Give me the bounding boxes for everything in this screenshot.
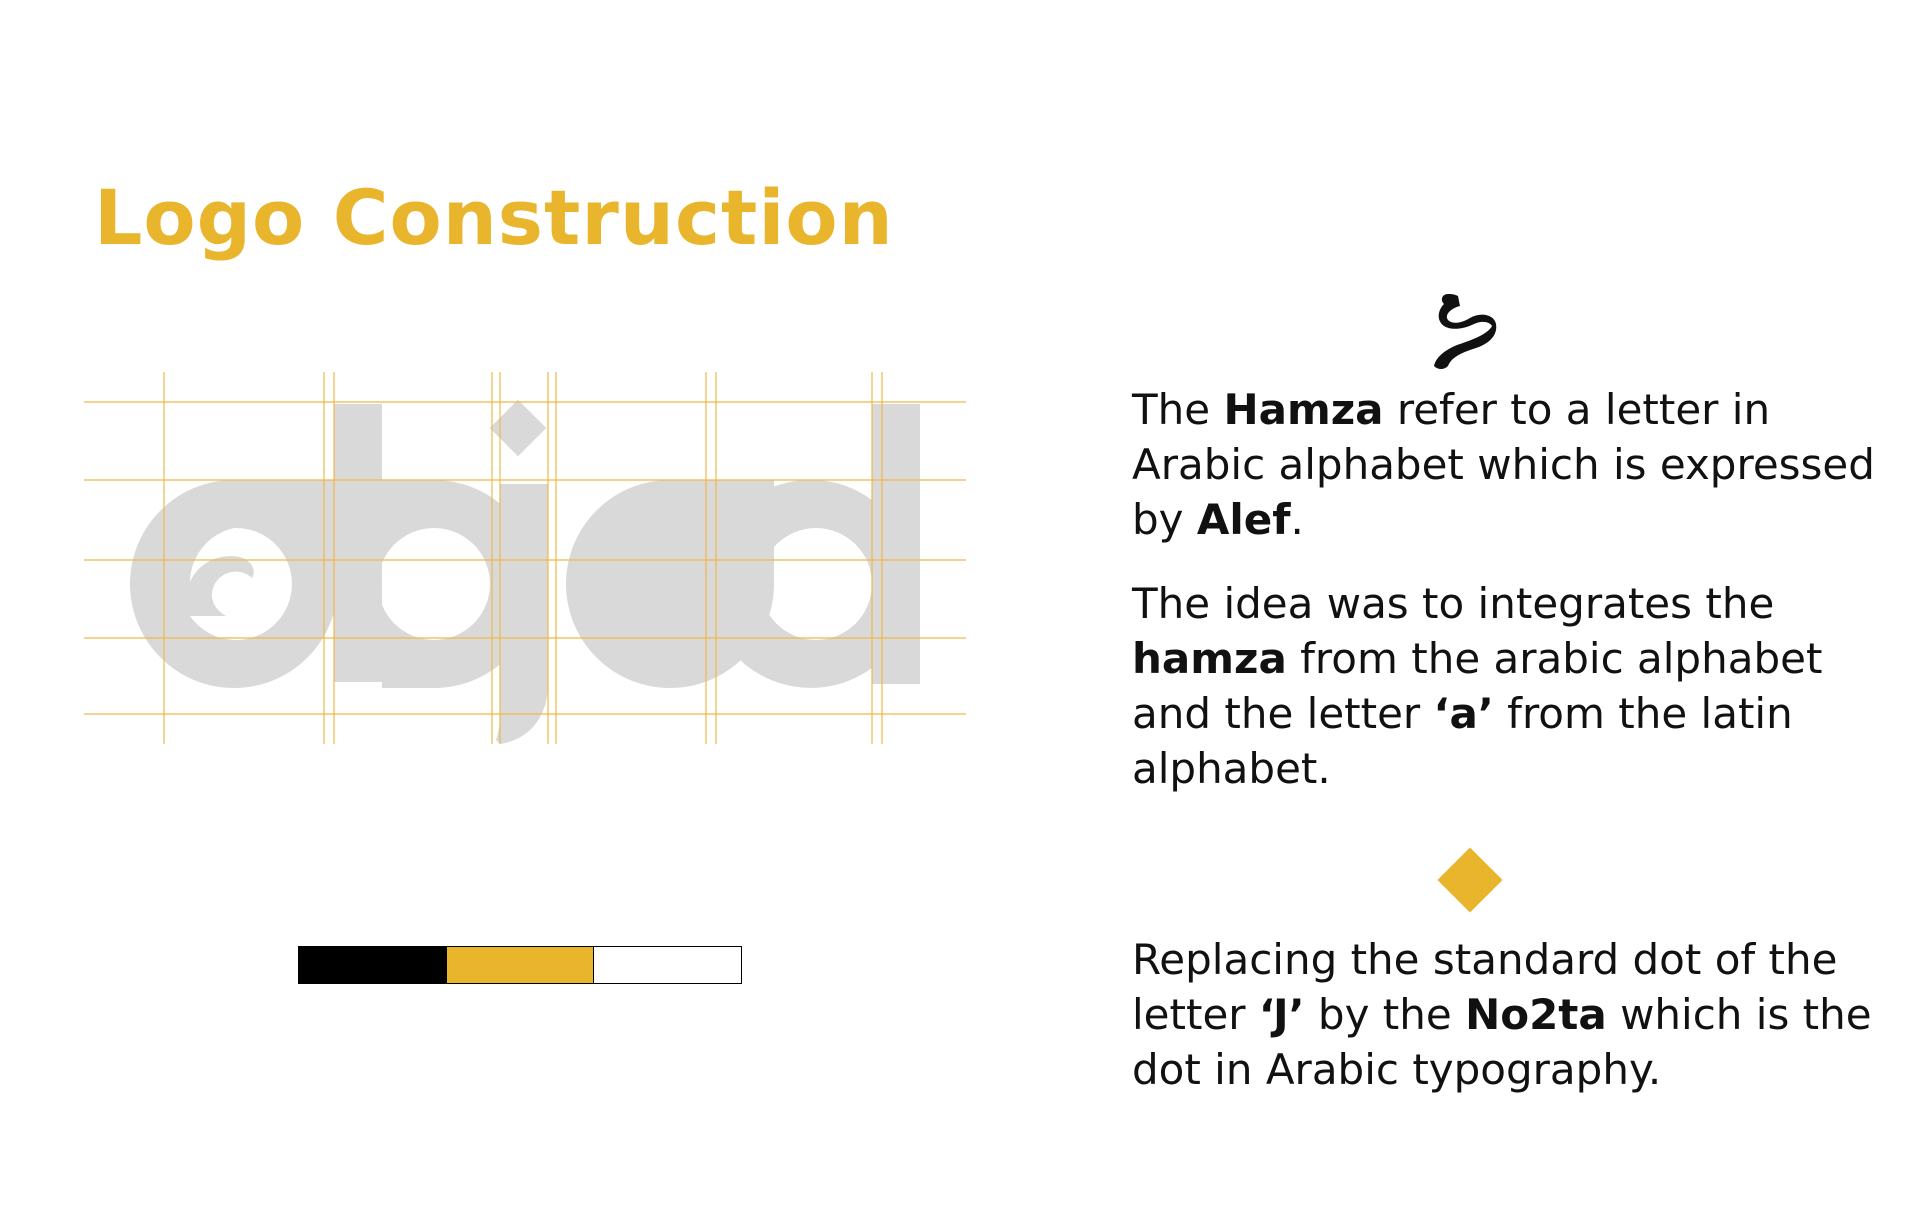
term-letter-a: ‘a’ [1433, 689, 1494, 738]
logo-letter-a [130, 480, 338, 688]
integration-description: The idea was to integrates the hamza from the arabic alphabet and the letter ‘a’ from the latin alphabet. [1132, 579, 1823, 793]
swatch-yellow [446, 947, 594, 983]
logo-no2ta-dot [490, 400, 547, 457]
term-hamza-lower: hamza [1132, 634, 1287, 683]
hamza-description: The Hamza refer to a letter in Arabic alphabet which is expressed by Alef. [1132, 385, 1875, 544]
term-alef: Alef [1196, 495, 1291, 544]
page-title: Logo Construction [94, 173, 894, 262]
logo-construction-grid [80, 368, 970, 748]
logo-letter-d [707, 404, 920, 688]
swatch-white [593, 947, 741, 983]
term-letter-j: ‘J’ [1258, 990, 1305, 1039]
no2ta-description: Replacing the standard dot of the letter ‘J’ by the No2ta which is the dot in Arabic typography. [1132, 935, 1872, 1094]
logo-letter-b-stem [334, 404, 382, 682]
term-no2ta: No2ta [1465, 990, 1607, 1039]
abjad-logo [130, 400, 920, 744]
hamza-icon [1418, 290, 1500, 372]
logo-letter-j [496, 484, 548, 744]
color-palette [298, 946, 742, 984]
term-hamza: Hamza [1223, 385, 1384, 434]
diamond-dot-icon [1432, 842, 1508, 918]
swatch-black [299, 947, 446, 983]
